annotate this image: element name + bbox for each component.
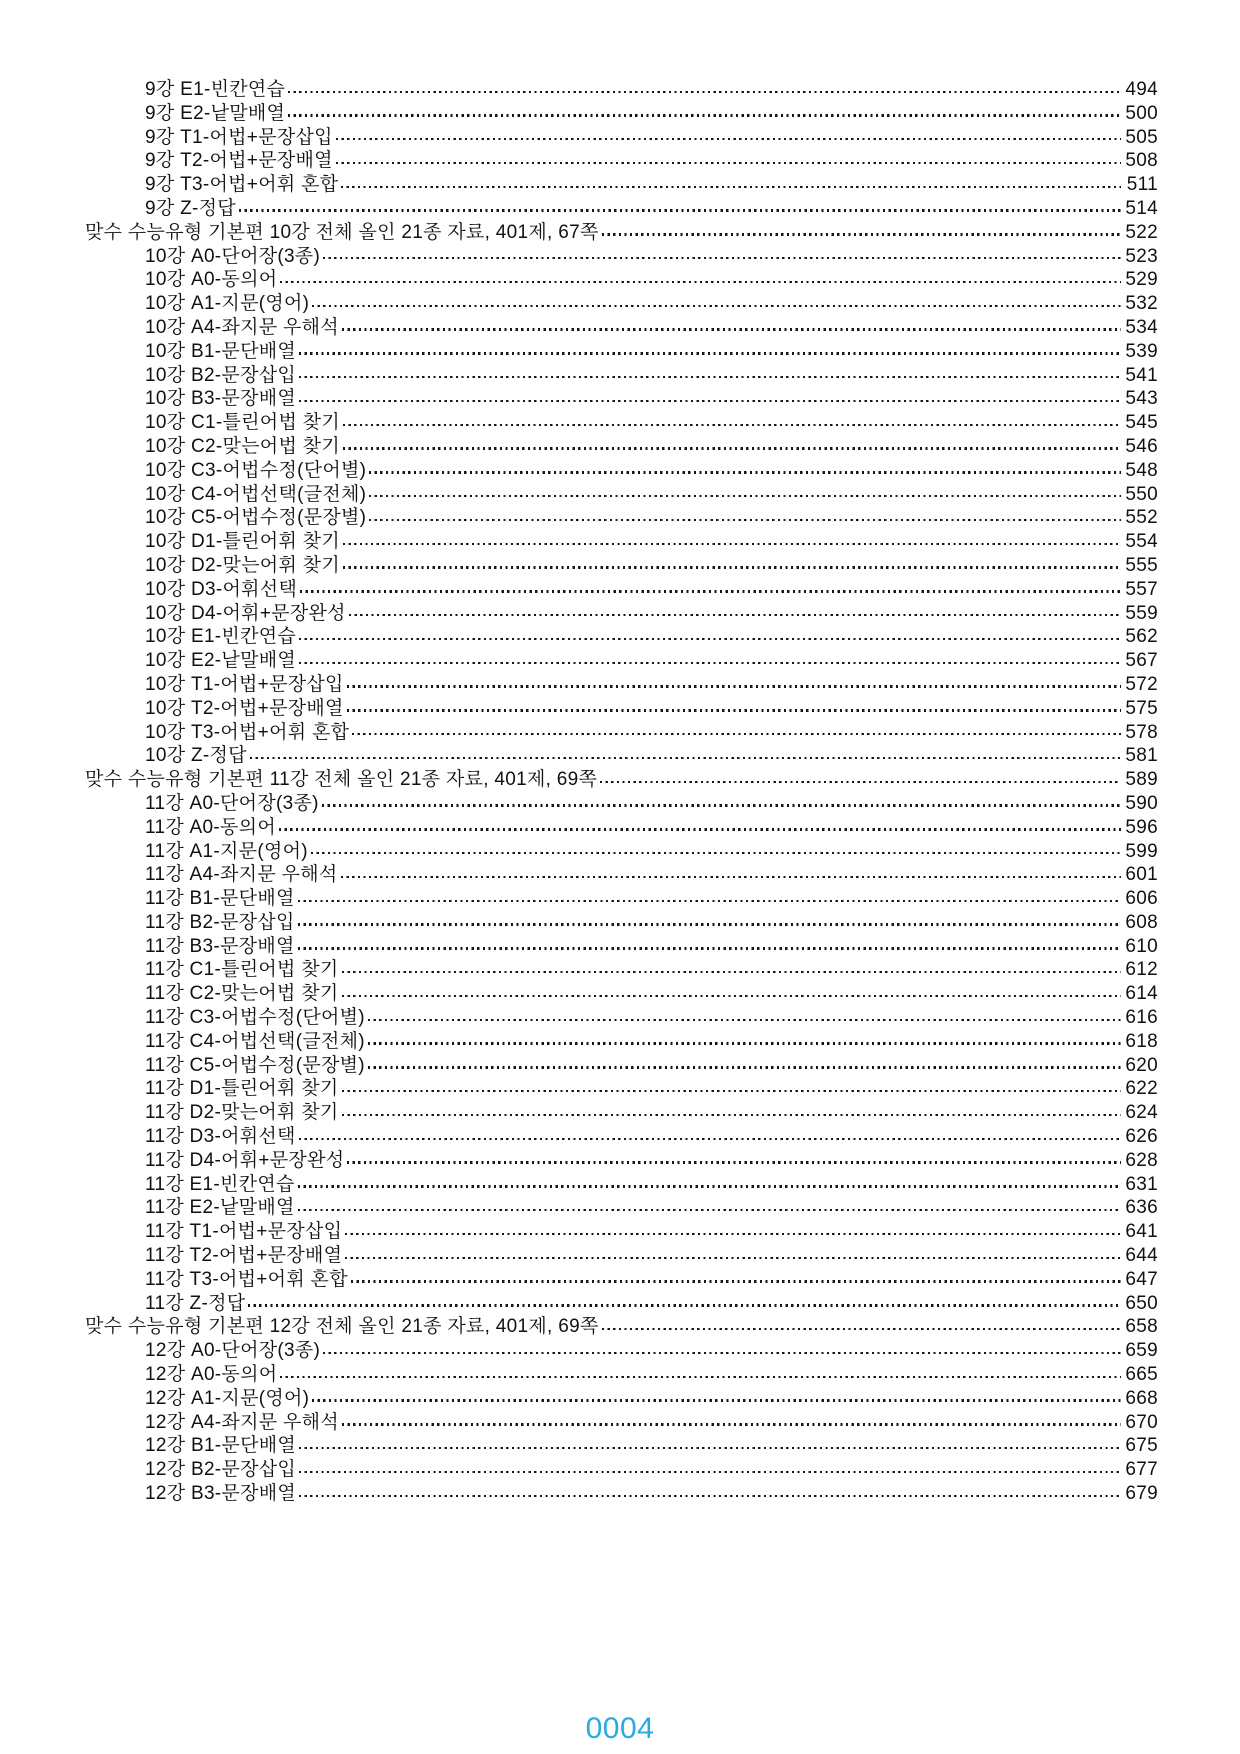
toc-row: [85, 721, 1158, 745]
dotted-leader: [311, 852, 1121, 854]
toc-entry-label: 12강 A0-단어장(3종): [145, 1340, 321, 1362]
toc-entry-label: 11강 C1-틀린어법 찾기: [145, 959, 339, 981]
toc-entry-page: 550: [1125, 483, 1158, 505]
toc-entry-page: 612: [1125, 959, 1158, 981]
toc-entry-page: 636: [1125, 1197, 1158, 1219]
toc-entry-label: 12강 A0-동의어: [145, 1364, 278, 1386]
dotted-leader: [299, 1495, 1121, 1497]
toc-row: [85, 1482, 1158, 1506]
toc-row: [85, 340, 1158, 364]
toc-entry-label: 11강 D1-틀린어휘 찾기: [145, 1078, 339, 1100]
dotted-leader: [345, 1257, 1121, 1259]
toc-row: [85, 126, 1158, 150]
toc-row: [85, 1006, 1158, 1030]
toc-entry-page: 590: [1125, 792, 1158, 814]
toc-entry-page: 554: [1125, 531, 1158, 553]
dotted-leader: [288, 91, 1121, 93]
dotted-leader: [298, 947, 1121, 949]
toc-row: [85, 459, 1158, 483]
dotted-leader: [343, 543, 1121, 545]
toc-entry-page: 628: [1125, 1149, 1158, 1171]
toc-row: [85, 1125, 1158, 1149]
toc-entry-label: 10강 C4-어법선택(글전체): [145, 483, 367, 505]
dotted-leader: [343, 424, 1121, 426]
dotted-leader: [322, 804, 1121, 806]
dotted-leader: [368, 1042, 1121, 1044]
toc-row: [85, 768, 1158, 792]
toc-entry-page: 555: [1125, 554, 1158, 576]
dotted-leader: [341, 876, 1121, 878]
toc-row: [85, 1173, 1158, 1197]
toc-entry-label: 10강 C2-맞는어법 찾기: [145, 435, 340, 457]
dotted-leader: [280, 1376, 1121, 1378]
toc-row: [85, 673, 1158, 697]
toc-entry-page: 500: [1125, 102, 1158, 124]
toc-entry-page: 601: [1125, 864, 1158, 886]
dotted-leader: [299, 1138, 1121, 1140]
toc-entry-page: 529: [1125, 269, 1158, 291]
toc-entry-label: 11강 E2-낱말배열: [145, 1197, 295, 1219]
toc-entry-label: 9강 Z-정답: [145, 197, 236, 219]
toc-list: [85, 78, 1158, 1506]
toc-entry-page: 670: [1125, 1411, 1158, 1433]
toc-entry-page: 668: [1125, 1387, 1158, 1409]
dotted-leader: [342, 971, 1121, 973]
dotted-leader: [239, 209, 1121, 211]
dotted-leader: [336, 162, 1121, 164]
toc-row: [85, 1458, 1158, 1482]
toc-entry-page: 614: [1125, 983, 1158, 1005]
toc-entry-label: 12강 A4-좌지문 우해석: [145, 1411, 339, 1433]
toc-entry-label: 12강 B2-문장삽입: [145, 1459, 297, 1481]
toc-entry-page: 658: [1125, 1316, 1158, 1338]
toc-entry-label: 12강 B1-문단배열: [145, 1435, 297, 1457]
toc-entry-label: 맞수 수능유형 기본편 12강 전체 올인 21종 자료, 401제, 69쪽: [85, 1316, 599, 1338]
toc-entry-page: 631: [1125, 1173, 1158, 1195]
toc-entry-page: 562: [1125, 626, 1158, 648]
toc-entry-page: 608: [1125, 911, 1158, 933]
dotted-leader: [300, 590, 1121, 592]
toc-row: [85, 1387, 1158, 1411]
toc-entry-label: 10강 A4-좌지문 우해석: [145, 316, 339, 338]
toc-entry-page: 508: [1125, 150, 1158, 172]
toc-entry-label: 10강 T3-어법+어휘 혼합: [145, 721, 350, 743]
toc-row: [85, 1244, 1158, 1268]
toc-row: [85, 958, 1158, 982]
toc-row: [85, 792, 1158, 816]
dotted-leader: [600, 781, 1121, 783]
toc-entry-page: 599: [1125, 840, 1158, 862]
toc-entry-page: 523: [1125, 245, 1158, 267]
toc-row: [85, 292, 1158, 316]
dotted-leader: [342, 1114, 1121, 1116]
toc-row: [85, 483, 1158, 507]
dotted-leader: [299, 400, 1121, 402]
toc-entry-label: 10강 A0-동의어: [145, 269, 278, 291]
dotted-leader: [342, 995, 1121, 997]
toc-entry-label: 11강 B3-문장배열: [145, 935, 295, 957]
toc-row: [85, 744, 1158, 768]
toc-row: [85, 697, 1158, 721]
toc-entry-page: 522: [1125, 221, 1158, 243]
toc-row: [85, 149, 1158, 173]
dotted-leader: [369, 519, 1121, 521]
toc-entry-label: 11강 D4-어휘+문장완성: [145, 1149, 345, 1171]
toc-entry-page: 505: [1125, 126, 1158, 148]
toc-row: [85, 602, 1158, 626]
toc-entry-page: 677: [1125, 1459, 1158, 1481]
toc-entry-page: 647: [1125, 1268, 1158, 1290]
dotted-leader: [343, 447, 1121, 449]
toc-entry-label: 10강 C5-어법수정(문장별): [145, 507, 367, 529]
toc-entry-label: 11강 C5-어법수정(문장별): [145, 1054, 365, 1076]
toc-entry-page: 606: [1125, 888, 1158, 910]
dotted-leader: [602, 1328, 1121, 1330]
toc-row: [85, 1030, 1158, 1054]
toc-row: [85, 554, 1158, 578]
dotted-leader: [299, 662, 1121, 664]
dotted-leader: [298, 1185, 1121, 1187]
dotted-leader: [299, 1471, 1121, 1473]
toc-entry-page: 494: [1125, 79, 1158, 100]
toc-row: [85, 1101, 1158, 1125]
toc-entry-label: 10강 C1-틀린어법 찾기: [145, 412, 340, 434]
toc-entry-label: 10강 B1-문단배열: [145, 340, 297, 362]
toc-entry-page: 511: [1126, 174, 1158, 196]
dotted-leader: [343, 566, 1121, 568]
dotted-leader: [369, 471, 1121, 473]
dotted-leader: [323, 1352, 1121, 1354]
toc-entry-page: 545: [1125, 412, 1158, 434]
toc-entry-page: 610: [1125, 935, 1158, 957]
toc-entry-label: 11강 A0-단어장(3종): [145, 792, 319, 814]
toc-entry-page: 552: [1125, 507, 1158, 529]
toc-entry-page: 641: [1125, 1221, 1158, 1243]
dotted-leader: [347, 709, 1121, 711]
dotted-leader: [312, 1399, 1121, 1401]
toc-entry-page: 532: [1125, 293, 1158, 315]
toc-entry-label: 10강 E1-빈칸연습: [145, 626, 297, 648]
toc-entry-label: 10강 T1-어법+문장삽입: [145, 673, 344, 695]
toc-entry-label: 11강 B2-문장삽입: [145, 911, 295, 933]
toc-entry-page: 624: [1125, 1102, 1158, 1124]
toc-entry-page: 675: [1125, 1435, 1158, 1457]
toc-row: [85, 221, 1158, 245]
toc-row: [85, 1434, 1158, 1458]
dotted-leader: [342, 1090, 1121, 1092]
toc-entry-label: 10강 Z-정답: [145, 745, 247, 767]
toc-entry-label: 9강 E1-빈칸연습: [145, 79, 286, 100]
toc-entry-page: 620: [1125, 1054, 1158, 1076]
toc-row: [85, 840, 1158, 864]
footer-page-number: 0004: [585, 1712, 655, 1745]
toc-entry-label: 12강 B3-문장배열: [145, 1483, 297, 1505]
toc-row: [85, 245, 1158, 269]
toc-entry-page: 572: [1125, 673, 1158, 695]
toc-entry-page: 548: [1125, 459, 1158, 481]
toc-entry-page: 581: [1125, 745, 1158, 767]
toc-row: [85, 625, 1158, 649]
toc-entry-page: 679: [1125, 1483, 1158, 1505]
toc-row: [85, 1411, 1158, 1435]
toc-entry-page: 622: [1125, 1078, 1158, 1100]
dotted-leader: [312, 305, 1121, 307]
toc-row: [85, 578, 1158, 602]
toc-row: [85, 1077, 1158, 1101]
toc-entry-page: 567: [1125, 650, 1158, 672]
toc-entry-page: 539: [1125, 340, 1158, 362]
toc-row: [85, 982, 1158, 1006]
toc-entry-label: 11강 A1-지문(영어): [145, 840, 308, 862]
toc-entry-label: 10강 A1-지문(영어): [145, 293, 310, 315]
toc-entry-label: 맞수 수능유형 기본편 11강 전체 올인 21종 자료, 401제, 69쪽: [85, 769, 598, 791]
dotted-leader: [299, 376, 1121, 378]
toc-entry-label: 맞수 수능유형 기본편 10강 전체 올인 21종 자료, 401제, 67쪽: [85, 221, 599, 243]
dotted-leader: [342, 1423, 1121, 1425]
toc-entry-label: 10강 B3-문장배열: [145, 388, 297, 410]
toc-row: [85, 1268, 1158, 1292]
dotted-leader: [369, 495, 1121, 497]
toc-entry-label: 11강 B1-문단배열: [145, 888, 295, 910]
toc-entry-label: 11강 E1-빈칸연습: [145, 1173, 295, 1195]
toc-row: [85, 411, 1158, 435]
toc-entry-page: 541: [1125, 364, 1158, 386]
toc-entry-label: 10강 D2-맞는어휘 찾기: [145, 554, 340, 576]
toc-entry-page: 596: [1125, 816, 1158, 838]
toc-row: [85, 887, 1158, 911]
toc-entry-page: 557: [1125, 578, 1158, 600]
toc-entry-label: 11강 C3-어법수정(단어별): [145, 1007, 365, 1029]
dotted-leader: [368, 1019, 1121, 1021]
toc-entry-page: 543: [1125, 388, 1158, 410]
toc-row: [85, 863, 1158, 887]
toc-row: [85, 268, 1158, 292]
toc-entry-label: 9강 T2-어법+문장배열: [145, 150, 333, 172]
toc-row: [85, 364, 1158, 388]
dotted-leader: [341, 186, 1121, 188]
toc-entry-label: 11강 A0-동의어: [145, 816, 276, 838]
toc-entry-label: 11강 Z-정답: [145, 1292, 246, 1314]
dotted-leader: [298, 1209, 1121, 1211]
toc-entry-label: 11강 T1-어법+문장삽입: [145, 1221, 343, 1243]
toc-entry-page: 575: [1125, 697, 1158, 719]
toc-entry-page: 546: [1125, 435, 1158, 457]
toc-row: [85, 387, 1158, 411]
toc-row: [85, 1292, 1158, 1316]
toc-entry-label: 11강 T2-어법+문장배열: [145, 1245, 343, 1267]
dotted-leader: [347, 685, 1121, 687]
toc-entry-page: 559: [1125, 602, 1158, 624]
toc-entry-label: 11강 D3-어휘선택: [145, 1126, 296, 1148]
toc-entry-label: 12강 A1-지문(영어): [145, 1387, 310, 1409]
toc-entry-page: 665: [1125, 1364, 1158, 1386]
toc-row: [85, 316, 1158, 340]
dotted-leader: [280, 281, 1121, 283]
toc-entry-label: 11강 C4-어법선택(글전체): [145, 1030, 365, 1052]
toc-row: [85, 435, 1158, 459]
toc-row: [85, 530, 1158, 554]
toc-row: [85, 1054, 1158, 1078]
dotted-leader: [352, 733, 1121, 735]
toc-entry-label: 10강 B2-문장삽입: [145, 364, 297, 386]
dotted-leader: [279, 828, 1121, 830]
dotted-leader: [336, 138, 1121, 140]
toc-entry-label: 11강 C2-맞는어법 찾기: [145, 983, 339, 1005]
toc-entry-label: 10강 C3-어법수정(단어별): [145, 459, 367, 481]
toc-entry-label: 10강 E2-낱말배열: [145, 650, 297, 672]
toc-row: [85, 173, 1158, 197]
dotted-leader: [248, 1304, 1121, 1306]
toc-entry-label: 10강 A0-단어장(3종): [145, 245, 321, 267]
dotted-leader: [349, 614, 1121, 616]
toc-row: [85, 506, 1158, 530]
dotted-leader: [298, 900, 1121, 902]
toc-row: [85, 102, 1158, 126]
dotted-leader: [250, 757, 1121, 759]
toc-row: [85, 649, 1158, 673]
dotted-leader: [368, 1066, 1121, 1068]
toc-row: [85, 816, 1158, 840]
toc-row: [85, 1315, 1158, 1339]
toc-row: [85, 1196, 1158, 1220]
toc-row: [85, 935, 1158, 959]
toc-entry-label: 9강 E2-낱말배열: [145, 102, 286, 124]
toc-row: [85, 1220, 1158, 1244]
toc-entry-label: 10강 D1-틀린어휘 찾기: [145, 531, 340, 553]
dotted-leader: [602, 233, 1121, 235]
toc-entry-page: 659: [1125, 1340, 1158, 1362]
toc-row: [85, 78, 1158, 102]
dotted-leader: [299, 1447, 1121, 1449]
dotted-leader: [298, 923, 1121, 925]
toc-row: [85, 1363, 1158, 1387]
toc-entry-label: 9강 T1-어법+문장삽입: [145, 126, 333, 148]
toc-row: [85, 1339, 1158, 1363]
toc-entry-page: 626: [1125, 1126, 1158, 1148]
toc-entry-page: 578: [1125, 721, 1158, 743]
dotted-leader: [299, 638, 1121, 640]
toc-entry-label: 10강 T2-어법+문장배열: [145, 697, 344, 719]
dotted-leader: [351, 1280, 1121, 1282]
toc-entry-page: 534: [1125, 316, 1158, 338]
toc-entry-label: 10강 D3-어휘선택: [145, 578, 298, 600]
dotted-leader: [342, 328, 1121, 330]
toc-row: [85, 911, 1158, 935]
toc-entry-page: 616: [1125, 1007, 1158, 1029]
toc-entry-label: 10강 D4-어휘+문장완성: [145, 602, 346, 624]
toc-entry-page: 589: [1125, 769, 1158, 791]
dotted-leader: [345, 1233, 1121, 1235]
toc-entry-label: 11강 D2-맞는어휘 찾기: [145, 1102, 339, 1124]
toc-row: [85, 1149, 1158, 1173]
toc-entry-page: 618: [1125, 1030, 1158, 1052]
toc-row: [85, 197, 1158, 221]
toc-entry-page: 644: [1125, 1245, 1158, 1267]
toc-entry-page: 650: [1125, 1292, 1158, 1314]
toc-entry-page: 514: [1125, 197, 1158, 219]
dotted-leader: [323, 257, 1121, 259]
toc-entry-label: 9강 T3-어법+어휘 혼합: [145, 174, 339, 196]
toc-entry-label: 11강 T3-어법+어휘 혼합: [145, 1268, 348, 1290]
dotted-leader: [288, 114, 1121, 116]
dotted-leader: [347, 1161, 1121, 1163]
dotted-leader: [299, 352, 1121, 354]
toc-entry-label: 11강 A4-좌지문 우해석: [145, 864, 338, 886]
